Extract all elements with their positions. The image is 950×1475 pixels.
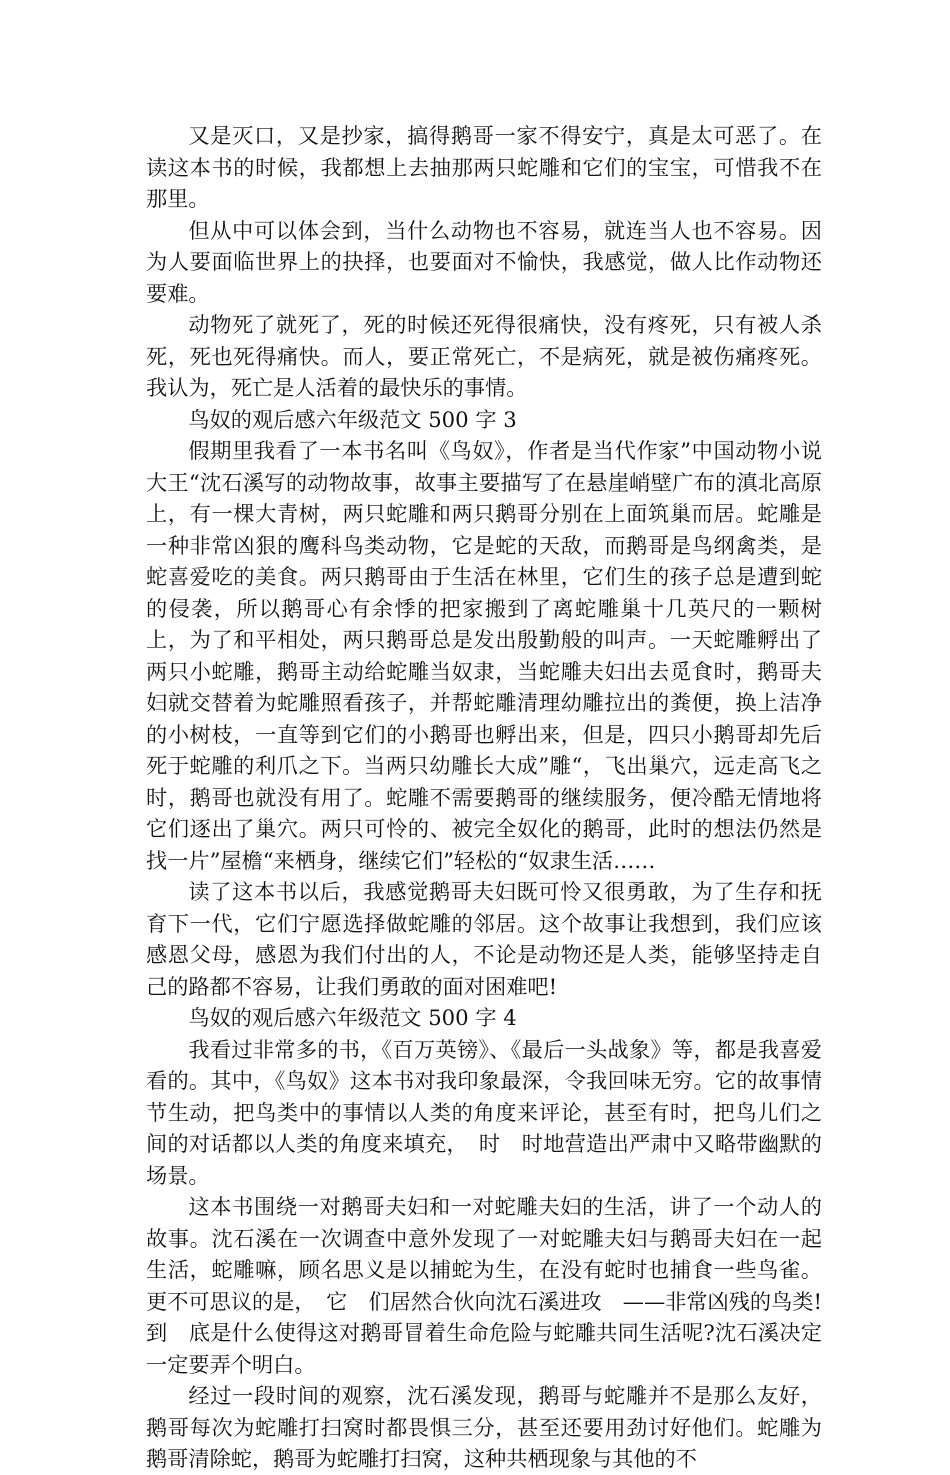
- paragraph: 读了这本书以后，我感觉鹅哥夫妇既可怜又很勇敢，为了生存和抚育下一代，它们宁愿选择做蛇雕的邻居。这个故事让我想到，我们应该感恩父母，感恩为我们付出的人，不论是动物还是人类，能够坚持走自己的路都不容易，让我们勇敢的面对困难吧!: [146, 879, 822, 999]
- paragraph: 又是灭口，又是抄家，搞得鹅哥一家不得安宁，真是太可恶了。在读这本书的时候，我都想上去抽那两只蛇雕和它们的宝宝，可惜我不在那里。: [146, 123, 822, 211]
- paragraph: 我看过非常多的书，《百万英镑》、《最后一头战象》等，都是我喜爱看的。其中，《鸟奴》这本书对我印象最深，令我回味无穷。它的故事情节生动，把鸟类中的事情以人类的角度来评论，甚至有时，把鸟儿们之间的对话都以人类的角度来填充， 时 时地营造出严肃中又略带幽默的场景。: [146, 1036, 822, 1188]
- section-heading: 鸟奴的观后感六年级范文 500 字 4: [188, 1005, 517, 1030]
- paragraph: 假期里我看了一本书名叫《鸟奴》，作者是当代作家”中国动物小说大王“沈石溪写的动物故事，故事主要描写了在悬崖峭壁广布的滇北高原上，有一棵大青树，两只蛇雕和两只鹅哥分别在上面筑巢而居。蛇雕是一种非常凶狠的鹰科鸟类动物，它是蛇的天敌，而鹅哥是鸟纲禽类，是蛇喜爱吃的美食。两只鹅哥由于生活在林里，它们生的孩子总是遭到蛇的侵袭，所以鹅哥心有余悸的把家搬到了离蛇雕巢十几英尺的一颗树上，为了和平相处，两只鹅哥总是发出殷勤般的叫声。一天蛇雕孵出了两只小蛇雕，鹅哥主动给蛇雕当奴隶，当蛇雕夫妇出去觅食时，鹅哥夫妇就交替着为蛇雕照看孩子，并帮蛇雕清理幼雕拉出的粪便，换上洁净的小树枝，一直等到它们的小鹅哥也孵出来，但是，四只小鹅哥却先后死于蛇雕的利爪之下。当两只幼雕长大成”雕“，飞出巢穴，远走高飞之时，鹅哥也就没有用了。蛇雕不需要鹅哥的继续服务，便冷酷无情地将它们逐出了巢穴。两只可怜的、被完全奴化的鹅哥，此时的想法仍然是找一片”屋檐“来栖身，继续它们”轻松的“奴隶生活……: [146, 438, 822, 873]
- paragraph: 这本书围绕一对鹅哥夫妇和一对蛇雕夫妇的生活，讲了一个动人的故事。沈石溪在一次调查中意外发现了一对蛇雕夫妇与鹅哥夫妇在一起生活，蛇雕嘛，顾名思义是以捕蛇为生，在没有蛇时也捕食一些鸟雀。更不可思议的是， 它 们居然合伙向沈石溪进攻 ——非常凶残的鸟类!到 底是什么使得这对鹅哥冒着生命危险与蛇雕共同生活呢?沈石溪决定一定要弄个明白。: [146, 1194, 822, 1377]
- paragraph: 动物死了就死了，死的时候还死得很痛快，没有疼死，只有被人杀死，死也死得痛快。而人，要正常死亡，不是病死，就是被伤痛疼死。我认为，死亡是人活着的最快乐的事情。: [146, 312, 822, 400]
- paragraph: 但从中可以体会到，当什么动物也不容易，就连当人也不容易。因为人要面临世界上的抉择，也要面对不愉快，我感觉，做人比作动物还要难。: [146, 217, 822, 306]
- section-heading: 鸟奴的观后感六年级范文 500 字 3: [188, 406, 517, 432]
- paragraph: 经过一段时间的观察，沈石溪发现，鹅哥与蛇雕并不是那么友好，鹅哥每次为蛇雕打扫窝时都畏惧三分，甚至还要用劲讨好他们。蛇雕为鹅哥清除蛇，鹅哥为蛇雕打扫窝，这种共栖现象与其他的不: [146, 1383, 822, 1471]
- document-body: [146, 120, 822, 1475]
